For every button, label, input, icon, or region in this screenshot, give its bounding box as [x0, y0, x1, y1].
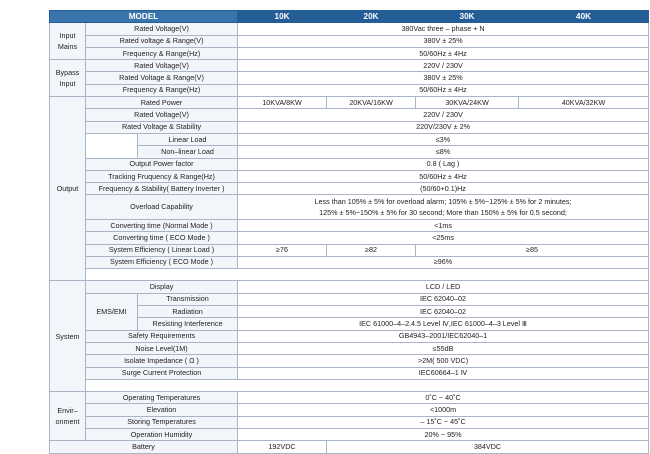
- row-label: Elevation: [86, 404, 238, 416]
- row-label: Rated Voltage & Range(V): [86, 72, 238, 84]
- row-label: Rated Voltage(V): [86, 23, 238, 35]
- row-value: IEC 62040–02: [238, 293, 649, 305]
- row-label: Frequency & Range(Hz): [86, 84, 238, 96]
- row-value: ≤8%: [238, 146, 649, 158]
- table-row: [50, 330, 649, 342]
- table-row: [50, 355, 649, 367]
- table-row: [50, 133, 649, 145]
- table-row: [50, 318, 649, 330]
- table-row: [50, 183, 649, 195]
- row-value: LCD / LED: [238, 281, 649, 293]
- model-30k-header: 30K: [416, 11, 519, 23]
- overload-line-2: 125% ± 5%~150% ± 5% for 30 second; More than 150% ± 5% for 0.5 second;: [319, 208, 567, 218]
- row-label: Battery: [50, 441, 238, 453]
- overload-line-1: Less than 105% ± 5% for overload alarm; 105% ± 5%~125% ± 5% for 2 minutes;: [314, 196, 572, 206]
- row-label: Isolate Impedance ( Ω ): [86, 355, 238, 367]
- table-row: [50, 404, 649, 416]
- table-row: [50, 170, 649, 182]
- table-row: [50, 342, 649, 354]
- row-value: <1000m: [238, 404, 649, 416]
- row-value: 20% ~ 95%: [238, 429, 649, 441]
- table-row: [50, 306, 649, 318]
- overload-value: [238, 195, 649, 220]
- table-row: [50, 158, 649, 170]
- table-row: [50, 23, 649, 35]
- row-label: System Efficiency ( Linear Load ): [86, 244, 238, 256]
- row-label: Rated Power: [86, 97, 238, 109]
- row-label: Tracking Fruquency & Range(Hz): [86, 170, 238, 182]
- model-20k-header: 20K: [327, 11, 416, 23]
- row-value: <1ms: [238, 219, 649, 231]
- rated-power-10k: 10KVA/8KW: [238, 97, 327, 109]
- battery-20k-40k: 384VDC: [327, 441, 649, 453]
- table-row: [50, 232, 649, 244]
- rated-power-40k: 40KVA/32KW: [519, 97, 649, 109]
- table-row: [50, 109, 649, 121]
- table-row: [50, 97, 649, 109]
- table-row: [50, 416, 649, 428]
- table-row: [50, 219, 649, 231]
- model-40k-header: 40K: [519, 11, 649, 23]
- table-row: [50, 84, 649, 96]
- row-label: Display: [86, 281, 238, 293]
- table-row: [50, 379, 649, 391]
- table-row: [50, 293, 649, 305]
- row-value: ≥96%: [238, 256, 649, 268]
- row-value: 220V/230V ± 2%: [238, 121, 649, 133]
- row-label: Operating Temperatures: [86, 392, 238, 404]
- row-value: GB4943–2001/IEC62040–1: [238, 330, 649, 342]
- row-label: Overload Capability: [86, 195, 238, 220]
- row-value: 50/60Hz ± 4Hz: [238, 84, 649, 96]
- row-label: Resisting Interference: [138, 318, 238, 330]
- section-input-mains: Input Mains: [50, 23, 86, 60]
- row-value: ≤55dB: [238, 342, 649, 354]
- section-output: Output: [50, 97, 86, 281]
- rated-power-20k: 20KVA/16KW: [327, 97, 416, 109]
- model-10k-header: 10K: [238, 11, 327, 23]
- model-header: MODEL: [50, 11, 238, 23]
- table-row: [50, 60, 649, 72]
- row-value: 50/60Hz ± 4Hz: [238, 170, 649, 182]
- thd-group-cell: [86, 133, 138, 158]
- section-system: System: [50, 281, 86, 392]
- row-value: 380V ± 25%: [238, 72, 649, 84]
- spacer-row: [86, 379, 649, 391]
- row-value: IEC 62040–02: [238, 306, 649, 318]
- table-row: [50, 441, 649, 453]
- table-row: [50, 35, 649, 47]
- table-row: [50, 47, 649, 59]
- table-row: [50, 195, 649, 220]
- row-label: Rated voltage & Range(V): [86, 35, 238, 47]
- row-label: Output Power factor: [86, 158, 238, 170]
- row-label: Noise Level(1M): [86, 342, 238, 354]
- battery-10k: 192VDC: [238, 441, 327, 453]
- row-label: Converting time (Normal Mode ): [86, 219, 238, 231]
- row-label: Rated Voltage(V): [86, 60, 238, 72]
- row-label: Rated Voltage & Stability: [86, 121, 238, 133]
- row-value: 50/60Hz ± 4Hz: [238, 47, 649, 59]
- section-environment: Envir– onment: [50, 392, 86, 441]
- row-label: Rated Voltage(V): [86, 109, 238, 121]
- row-label: Surge Current Protection: [86, 367, 238, 379]
- row-label: System Efficiency ( ECO Mode ): [86, 256, 238, 268]
- row-label: Operation Humidity: [86, 429, 238, 441]
- row-label: Radiation: [138, 306, 238, 318]
- row-value: IEC 61000–4–2.4.5 Level Ⅳ,IEC 61000–4–3 Level Ⅲ: [238, 318, 649, 330]
- table-row: [50, 429, 649, 441]
- efficiency-30k-40k: ≥85: [416, 244, 649, 256]
- spec-table: [49, 10, 649, 454]
- table-row: [50, 121, 649, 133]
- row-value: 0.8 ( Lag ): [238, 158, 649, 170]
- table-row: [50, 146, 649, 158]
- row-label: Frequency & Range(Hz): [86, 47, 238, 59]
- section-bypass-input: Bypass Input: [50, 60, 86, 97]
- row-value: ≤3%: [238, 133, 649, 145]
- row-value: 220V / 230V: [238, 60, 649, 72]
- table-row: [50, 269, 649, 281]
- table-row: [50, 72, 649, 84]
- table-row: [50, 256, 649, 268]
- row-value: – 15˚C ~ 45˚C: [238, 416, 649, 428]
- row-value: 380Vac three – phase + N: [238, 23, 649, 35]
- row-label: Transmission: [138, 293, 238, 305]
- efficiency-20k: ≥82: [327, 244, 416, 256]
- table-row: [50, 392, 649, 404]
- row-label: Frequency & Stability( Battery Inverter ): [86, 183, 238, 195]
- row-value: IEC60664–1 Ⅳ: [238, 367, 649, 379]
- row-label: Non–linear Load: [138, 146, 238, 158]
- row-label: Converting time ( ECO Mode ): [86, 232, 238, 244]
- table-row: [50, 367, 649, 379]
- row-value: 380V ± 25%: [238, 35, 649, 47]
- row-label: Storing Temperatures: [86, 416, 238, 428]
- row-value: >2M( 500 VDC): [238, 355, 649, 367]
- table-row: [50, 244, 649, 256]
- row-value: <25ms: [238, 232, 649, 244]
- row-label: Safety Requirements: [86, 330, 238, 342]
- rated-power-30k: 30KVA/24KW: [416, 97, 519, 109]
- header-row: [50, 11, 649, 23]
- row-value: 220V / 230V: [238, 109, 649, 121]
- row-value: (50/60+0.1)Hz: [238, 183, 649, 195]
- row-value: 0˚C ~ 40˚C: [238, 392, 649, 404]
- spacer-row: [86, 269, 649, 281]
- efficiency-10k: ≥76: [238, 244, 327, 256]
- row-label: Linear Load: [138, 133, 238, 145]
- table-row: [50, 281, 649, 293]
- ems-emi-label: EMS/EMI: [86, 293, 138, 330]
